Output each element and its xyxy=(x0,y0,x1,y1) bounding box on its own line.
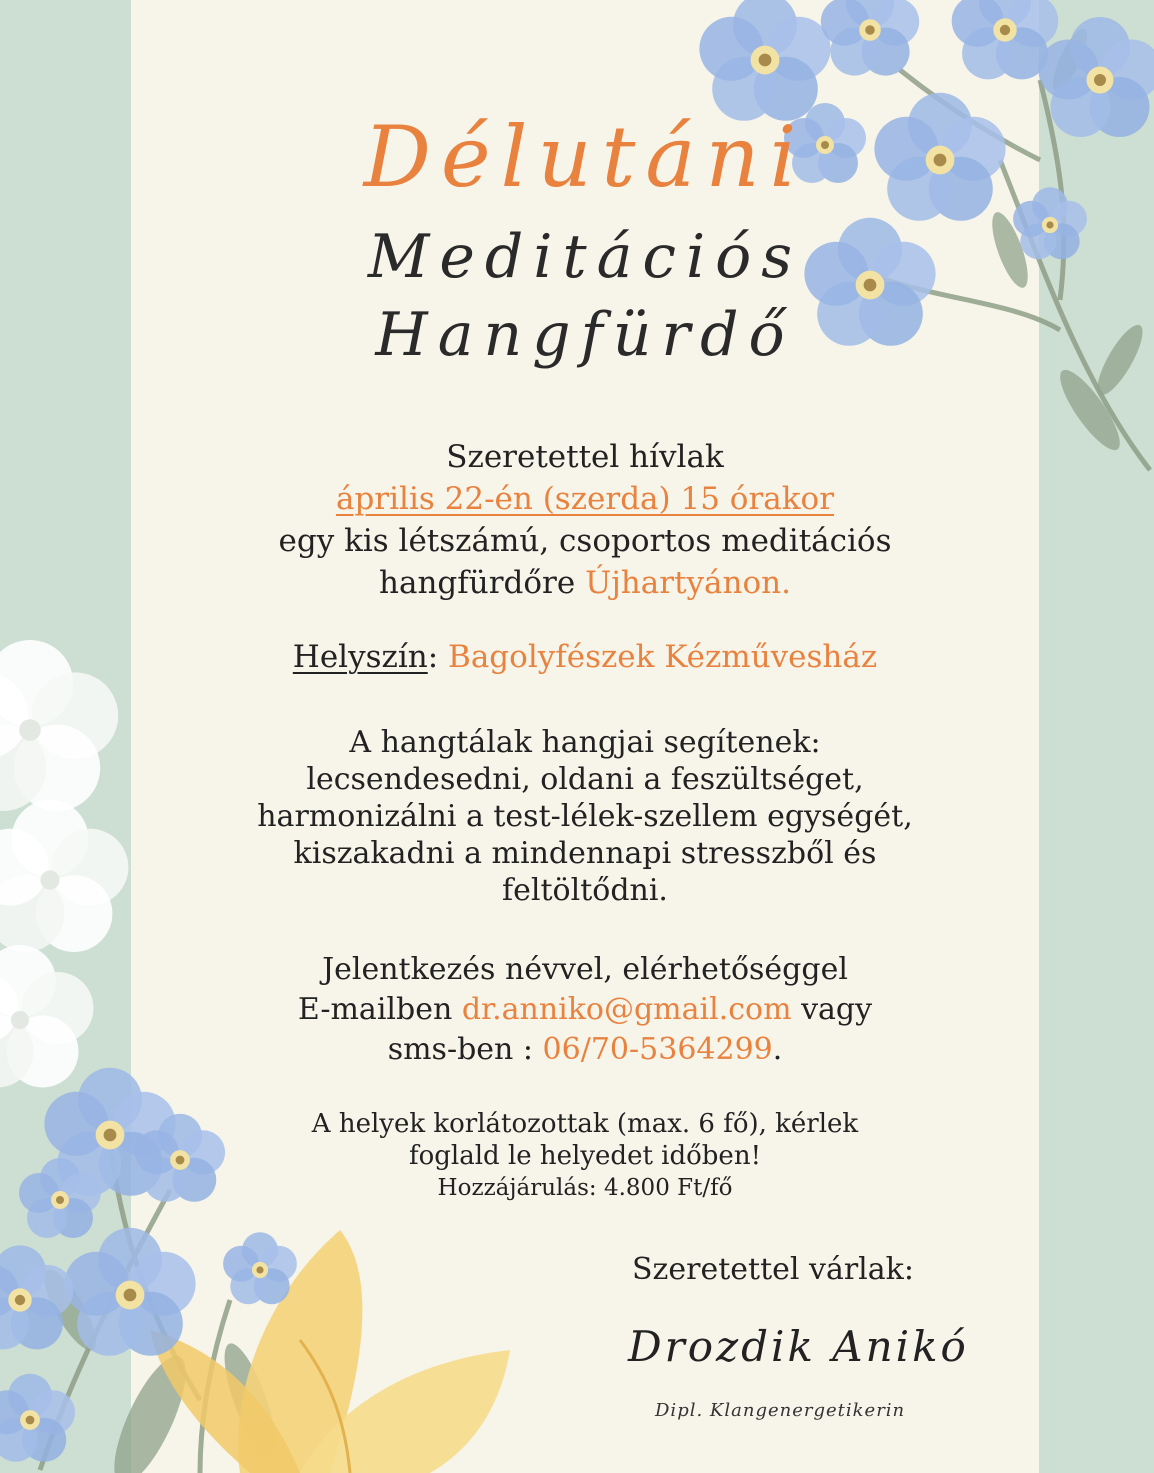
benefits-line: lecsendesedni, oldani a feszültséget, xyxy=(306,762,864,797)
benefits-line: kiszakadni a mindennapi stresszből és xyxy=(293,836,877,871)
title-line-1: Délutáni xyxy=(363,108,807,206)
event-town: Újhartyánon. xyxy=(585,565,791,601)
registration-line-1: Jelentkezés névvel, elérhetőséggel xyxy=(322,952,848,987)
notice-line-2: foglald le helyedet időben! xyxy=(408,1141,762,1171)
phone-number[interactable]: 06/70-5364299 xyxy=(542,1032,773,1067)
location-block: Helyszín: Bagolyfészek Kézművesház xyxy=(292,639,878,675)
signature-name: Drozdik Anikó xyxy=(628,1322,969,1371)
title-line-3: Hangfürdő xyxy=(375,300,795,370)
signature-title: Dipl. Klangenergetikerin xyxy=(655,1400,906,1421)
location-label: Helyszín xyxy=(292,639,428,675)
registration-block: Jelentkezés névvel, elérhetőséggel E-mailben dr.anniko@gmail.com vagy sms-ben : 06/70-5364299. xyxy=(131,950,1039,1070)
benefits-line: harmonizálni a test-lélek-szellem egységét, xyxy=(257,799,913,834)
benefits-line: A hangtálak hangjai segítenek: xyxy=(349,725,821,760)
intro-line-3: egy kis létszámú, csoportos meditációs xyxy=(278,523,892,559)
white-flowers-left xyxy=(0,640,128,1088)
notice-block xyxy=(131,1108,1039,1204)
email-link[interactable]: dr.anniko@gmail.com xyxy=(461,992,792,1027)
title-line-2: Meditációs xyxy=(367,222,803,292)
location-value: Bagolyfészek Kézművesház xyxy=(448,639,878,675)
intro-line-4: hangfürdőre Újhartyánon. xyxy=(379,565,791,601)
intro-block xyxy=(131,436,1039,604)
benefits-block xyxy=(131,724,1039,909)
event-date: április 22-én (szerda) 15 órakor xyxy=(335,481,835,517)
notice-line-1: A helyek korlátozottak (max. 6 fő), kérlek xyxy=(311,1109,859,1139)
yellow-flower-bottom xyxy=(150,1230,510,1473)
benefits-line: feltöltődni. xyxy=(502,873,668,908)
closing-text: Szeretettel várlak: xyxy=(632,1252,914,1287)
fee-line: Hozzájárulás: 4.800 Ft/fő xyxy=(437,1175,733,1201)
intro-line-1: Szeretettel hívlak xyxy=(446,439,724,475)
